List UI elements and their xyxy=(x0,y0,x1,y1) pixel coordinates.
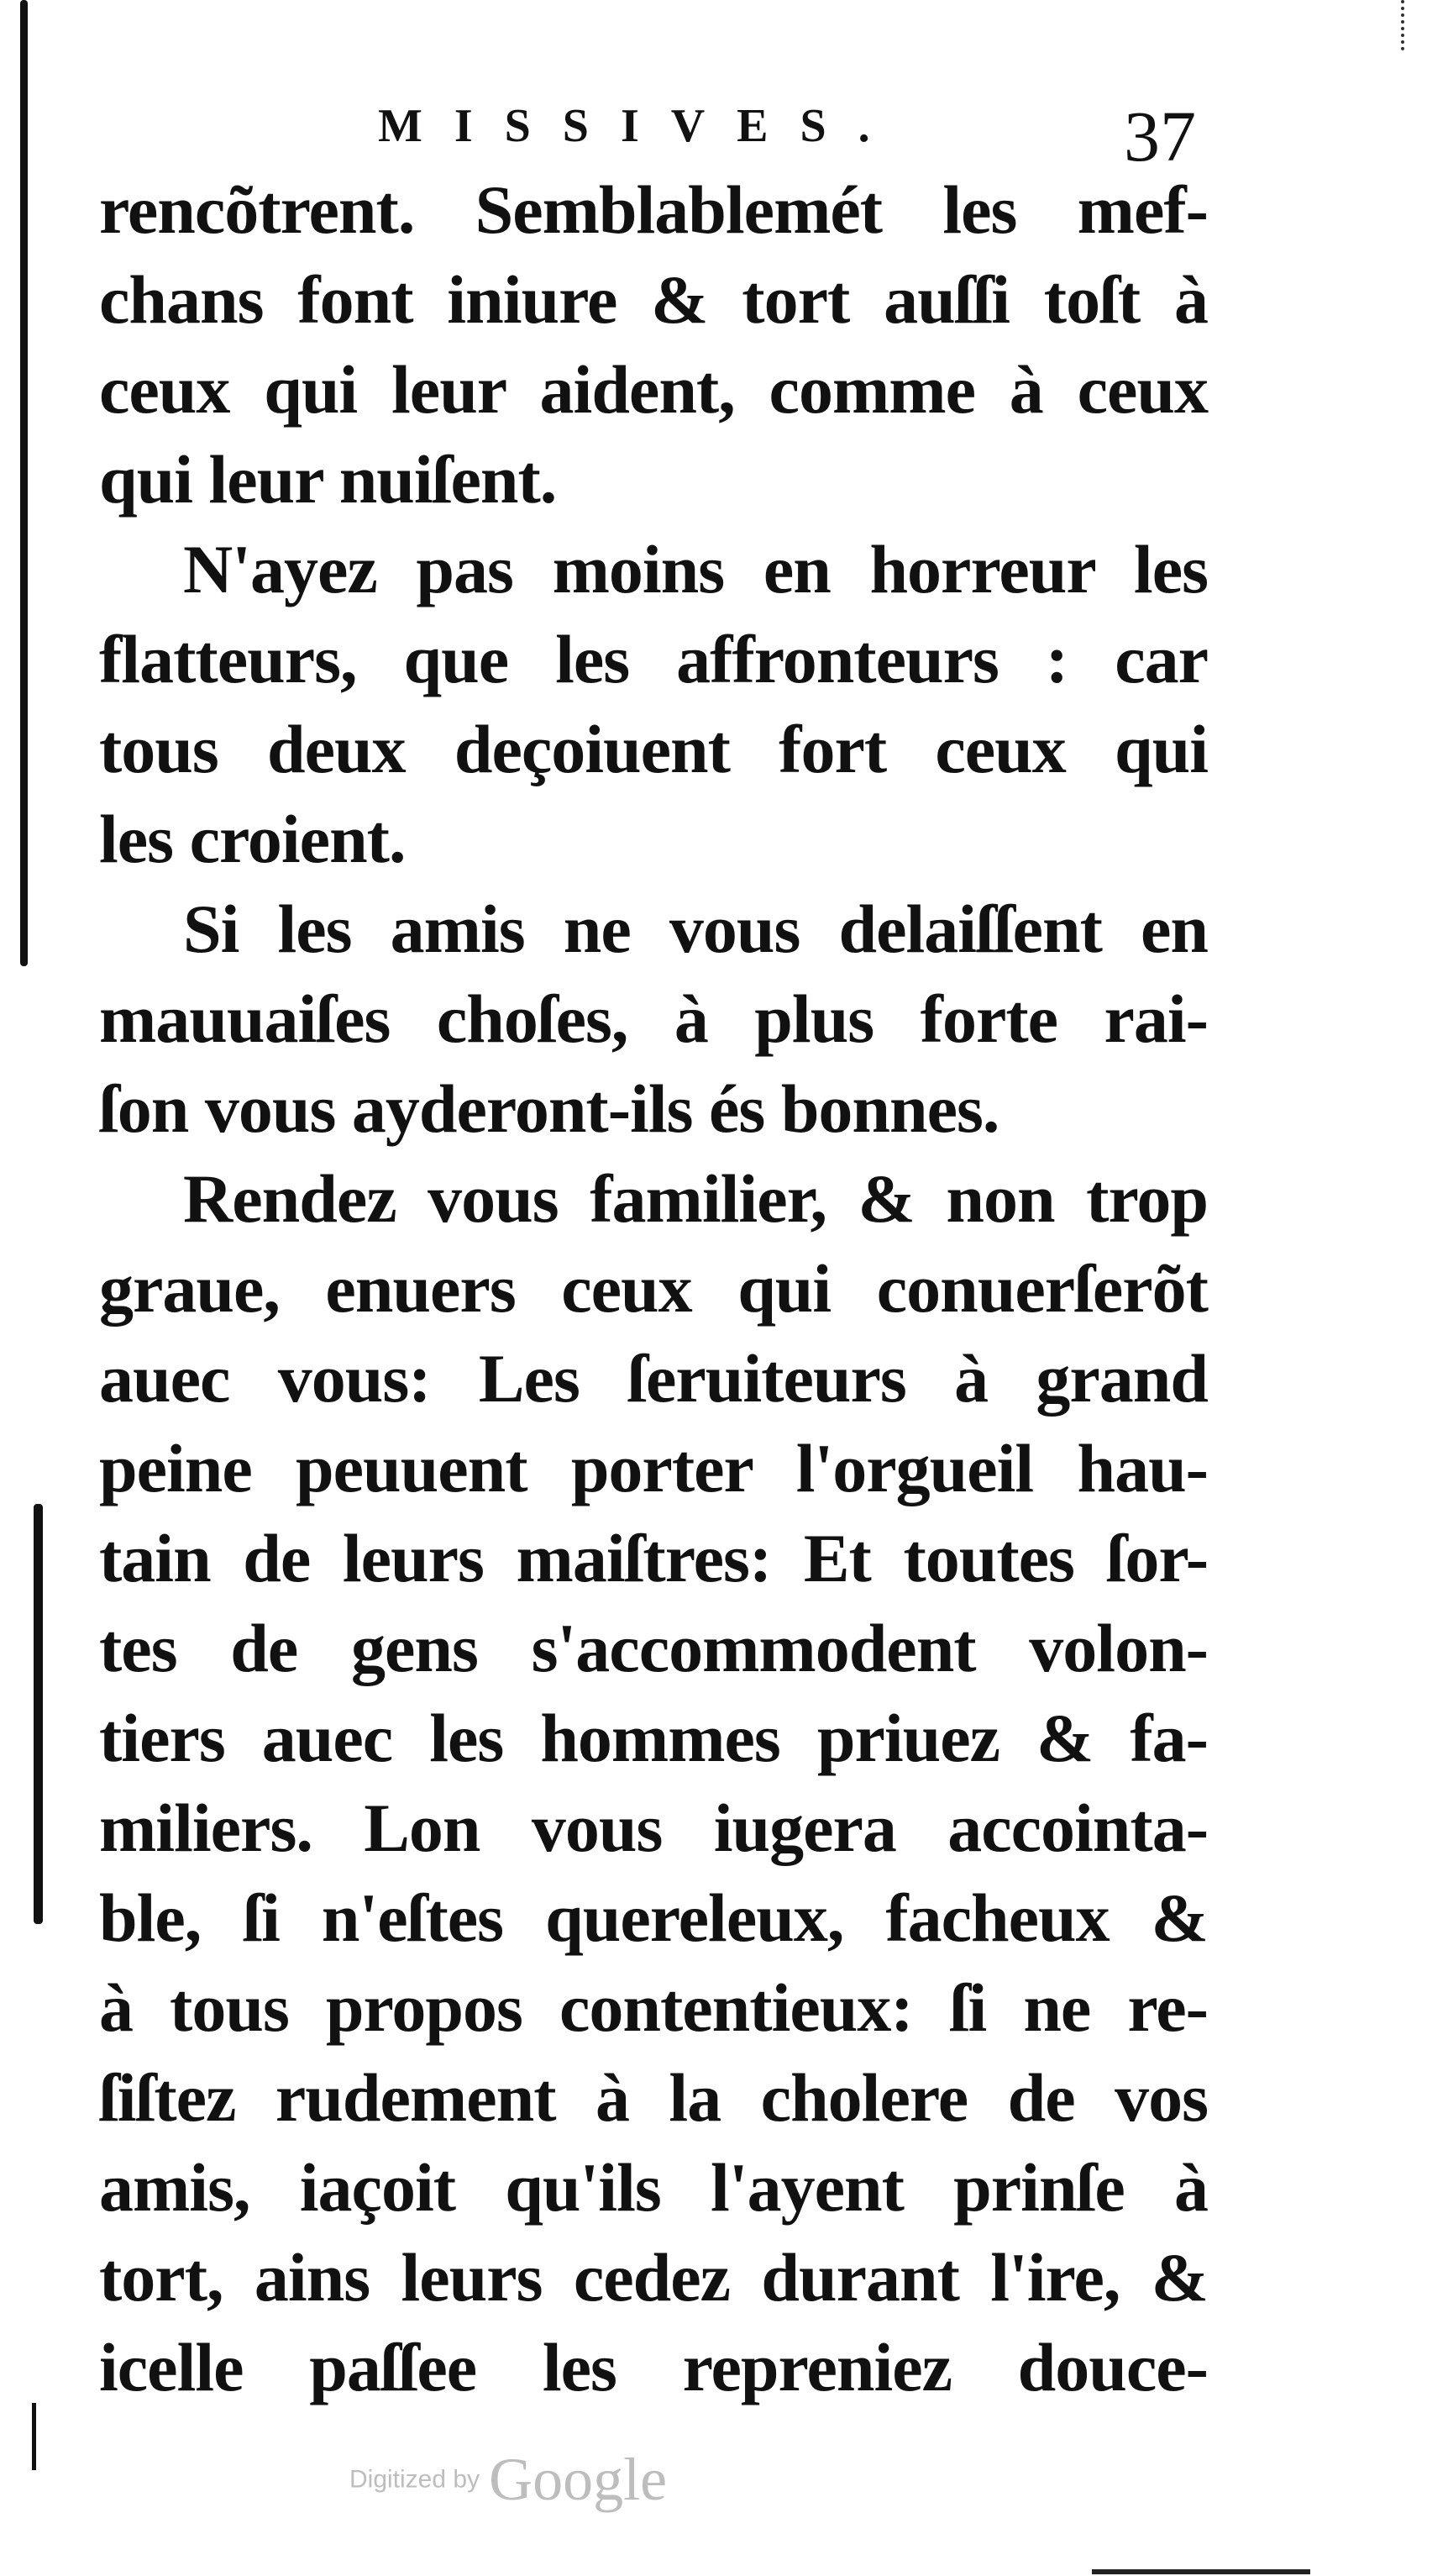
text-line: peine peuuent porter l'orgueil hau- xyxy=(99,1430,1208,1506)
text-line: ſon vous ayderont-ils és bonnes. xyxy=(99,1070,999,1147)
scan-gutter-edge xyxy=(32,2403,36,2470)
text-line: Rendez vous familier, & non trop xyxy=(183,1160,1208,1237)
running-head: MISSIVES. xyxy=(378,100,902,152)
text-line: amis, iaçoit qu'ils l'ayent prinſe à xyxy=(99,2149,1208,2226)
text-line: mauuaiſes choſes, à plus forte rai- xyxy=(99,980,1208,1057)
text-line: à tous propos contentieux: ſi ne re- xyxy=(99,1969,1208,2046)
scan-gutter-edge xyxy=(20,0,28,966)
text-line: tous deux deçoiuent fort ceux qui xyxy=(99,711,1208,787)
page-number: 37 xyxy=(1124,96,1196,176)
text-line: ſiſtez rudement à la cholere de vos xyxy=(99,2059,1208,2136)
text-line: graue, enuers ceux qui conuerſerõt xyxy=(99,1250,1208,1327)
text-line: ceux qui leur aident, comme à ceux xyxy=(99,351,1208,428)
text-line: Si les amis ne vous delaiſſent en xyxy=(183,891,1208,967)
text-line: tes de gens s'accommodent volon- xyxy=(99,1610,1208,1686)
scan-edge-mark xyxy=(1092,2569,1310,2574)
google-logo: Google xyxy=(489,2446,668,2513)
text-line: tain de leurs maiſtres: Et toutes ſor- xyxy=(99,1520,1208,1596)
scan-gutter-edge xyxy=(34,1504,43,1924)
text-line: auec vous: Les ſeruiteurs à grand xyxy=(99,1340,1208,1417)
text-line: tort, ains leurs cedez durant l'ire, & xyxy=(99,2239,1208,2316)
text-line: qui leur nuiſent. xyxy=(99,441,557,518)
text-line: les croient. xyxy=(99,801,406,877)
text-line: icelle paſſee les repreniez douce- xyxy=(99,2329,1208,2405)
digitized-by-label: Digitized by xyxy=(349,2465,480,2494)
scan-edge-mark xyxy=(1401,0,1408,50)
text-line: chans font iniure & tort auſſi toſt à xyxy=(99,261,1208,338)
digitized-by-watermark xyxy=(349,2445,667,2515)
text-line: ble, ſi n'eſtes quereleux, facheux & xyxy=(99,1879,1208,1956)
text-line: rencõtrent. Semblablemét les mef- xyxy=(99,171,1208,248)
body-text xyxy=(99,165,1208,2412)
text-line: N'ayez pas moins en horreur les xyxy=(183,531,1208,607)
text-line: flatteurs, que les affronteurs : car xyxy=(99,621,1208,697)
text-line: tiers auec les hommes priuez & fa- xyxy=(99,1700,1208,1776)
text-line: miliers. Lon vous iugera accointa- xyxy=(99,1790,1208,1866)
